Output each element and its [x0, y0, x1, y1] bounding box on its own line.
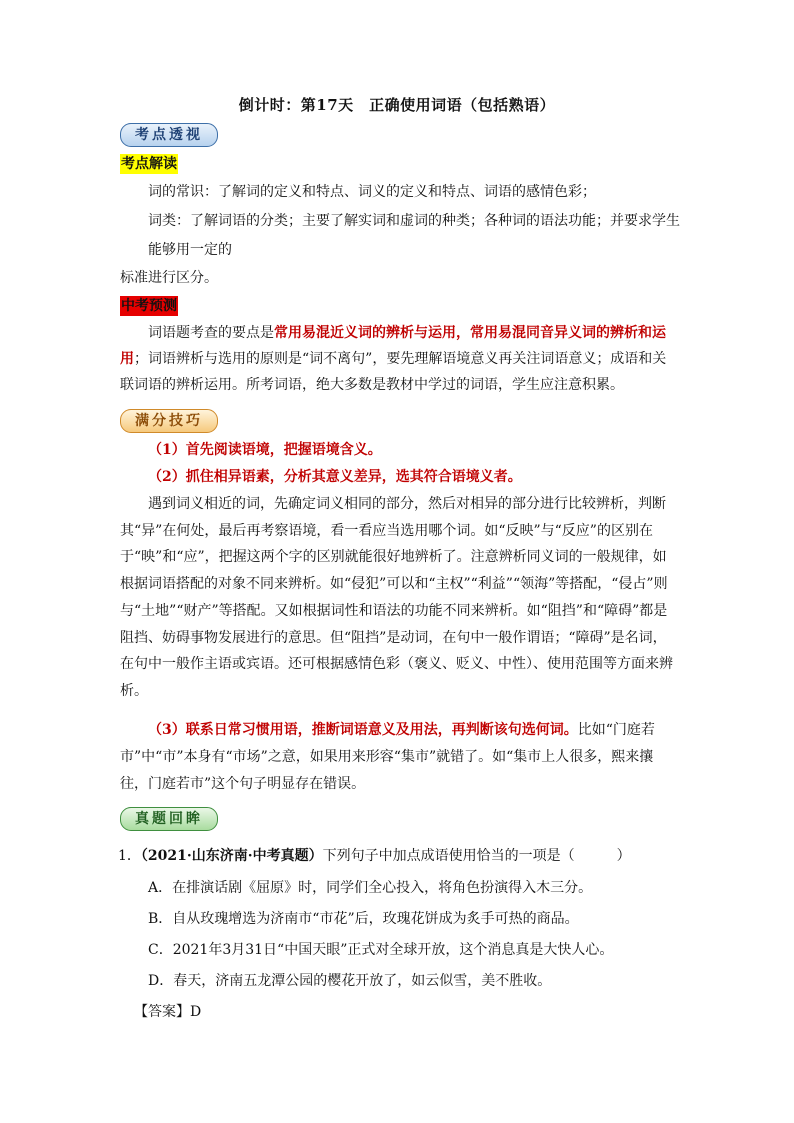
option-b: B．自从玫瑰增选为济南市“市花”后，玫瑰花饼成为炙手可热的商品。 [148, 911, 579, 927]
yuce-text-start: 词语题考查的要点是 [148, 325, 274, 341]
yuce-text-end: ；词语辨析与选用的原则是“词不离句”，要先理解语境意义再关注词语意义；成语和关联词语的辨析运用。所考词语，绝大多数是教材中学过的词语，学生应注意积累。 [120, 351, 667, 393]
tip-2: （2）抓住相异语素，分析其意义差异，选其符合语境义者。 [148, 469, 522, 485]
section-badge-kaodian: 考点透视 [120, 123, 218, 147]
question-source: （2021·山东济南·中考真题） [140, 848, 323, 864]
jiedu-line-4: 标准进行区分。 [120, 270, 218, 286]
jiedu-line-3: 能够用一定的 [148, 242, 232, 258]
jiedu-line-1: 词的常识：了解词的定义和特点、词义的定义和特点、词语的感情色彩； [148, 184, 596, 200]
tip-3-text: 比如“门庭若市”中“市”本身有“市场”之意，如果用来形容“集市”就错了。如“集市上人很多，熙来攘往，门庭若市”这个句子明显存在错误。 [120, 722, 655, 792]
question-number: 1． [118, 848, 141, 864]
jiedu-line-2: 词类：了解词语的分类；主要了解实词和虚词的种类；各种词的语法功能；并要求学生 [148, 213, 680, 229]
question-1-stem [118, 846, 631, 866]
answer-label: 【答案】D [134, 1004, 202, 1020]
section-badge-zhenti: 真题回眸 [120, 807, 218, 831]
option-d: D．春天，济南五龙潭公园的樱花开放了，如云似雪，美不胜收。 [148, 973, 552, 989]
question-stem: 下列句子中加点成语使用恰当的一项是（ ） [322, 848, 631, 864]
heading-yuce: 中考预测 [121, 298, 177, 314]
tip-1: （1）首先阅读语境，把握语境含义。 [148, 442, 382, 458]
option-a: A．在排演话剧《屈原》时，同学们全心投入，将角色扮演得入木三分。 [148, 880, 593, 896]
yuce-text-highlight: 常用易混近义词的辨析与运用，常用易混同音异义词的辨析和运用 [120, 325, 666, 367]
yuce-paragraph [120, 320, 680, 398]
heading-jiedu: 考点解读 [121, 156, 177, 172]
option-c: C．2021年3月31日“中国天眼”正式对全球开放，这个消息真是大快人心。 [148, 942, 614, 958]
tip-3-highlight: （3）联系日常习惯用语，推断词语意义及用法，再判断该句选何词。 [148, 722, 578, 738]
tip-3-paragraph [120, 717, 680, 798]
tip-paragraph: 遇到词义相近的词，先确定词义相同的部分，然后对相异的部分进行比较辨析，判断其“异”在何处，最后再考察语境，看一看应当选用哪个词。如“反映”与“反应”的区别在于“映”和“应”，把握这两个字的区别就能很好地辨析了。注意辨析同义词的一般规律，如根据词语搭配的对象不同来辨析。如“侵犯”可以和“主权”“利益”“领海”等搭配，“侵占”则与“土地”“财产”等搭配。又如根据词性和语法的功能不同来辨析。如“阻挡”和“障碍”都是阻挡、妨碍事物发展进行的意思。但“阻挡”是动词，在句中一般作谓语；“障碍”是名词，在句中一般作主语或宾语。还可根据感情色彩（褒义、贬义、中性）、使用范围等方面来辨析。 [120, 496, 673, 699]
section-badge-manfen: 满分技巧 [120, 409, 218, 433]
page-title: 倒计时：第17天 正确使用词语（包括熟语） [238, 96, 556, 114]
